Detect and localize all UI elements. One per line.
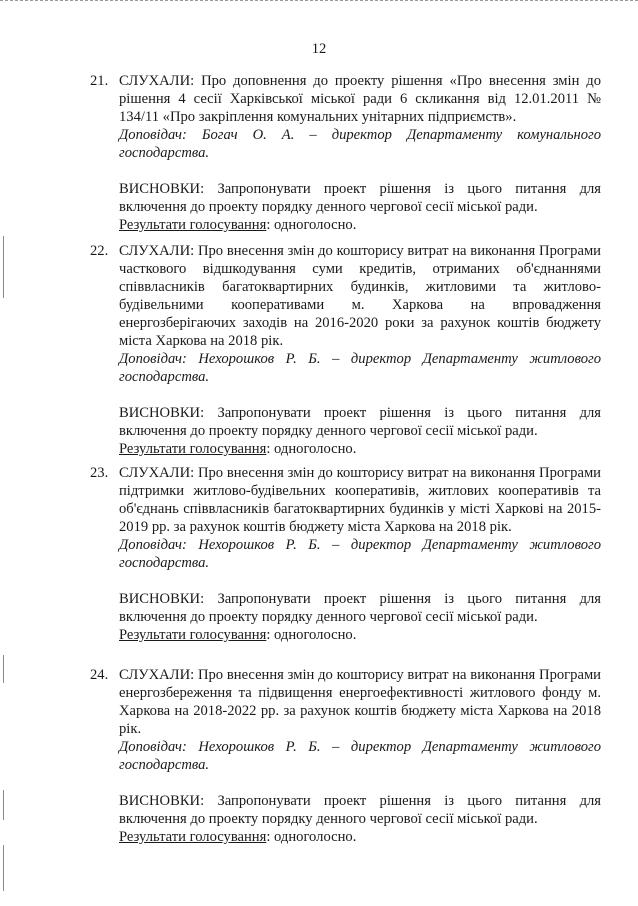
conclusion-paragraph	[119, 180, 601, 216]
heard-label: СЛУХАЛИ:	[119, 667, 195, 683]
scan-edge-left	[3, 790, 4, 820]
vote-result: : одноголосно.	[266, 627, 357, 643]
item-number: 24.	[90, 667, 109, 683]
conclusion-paragraph	[119, 404, 601, 440]
heard-paragraph	[119, 666, 601, 738]
conclusion-label: ВИСНОВКИ:	[119, 181, 205, 197]
speaker: Доповідач: Богач О. А. – директор Департаменту комунального господарства.	[119, 127, 601, 161]
conclusion-paragraph	[119, 590, 601, 626]
speaker: Доповідач: Нехорошков Р. Б. – директор Департаменту житлового господарства.	[119, 739, 601, 773]
conclusion-text: Запропонувати проект рішення із цього питання для включення до проекту порядку денного чергової сесії міської ради.	[119, 181, 601, 215]
vote-result: : одноголосно.	[266, 217, 357, 233]
item-number: 23.	[90, 465, 109, 481]
speaker: Доповідач: Нехорошков Р. Б. – директор Департаменту житлового господарства.	[119, 351, 601, 385]
heard-paragraph	[119, 464, 601, 536]
vote-label: Результати голосування	[119, 829, 267, 845]
vote-results	[119, 626, 601, 644]
heard-text: Про внесення змін до кошторису витрат на виконання Програми часткового відшкодування суми кредитів, отриманих об'єднаннями співвласників багатоквартирних будинків, житловими та житлово-будівельними кооперативами м. Харкова на впровадження енергозберігаючих заходів на 2016-2020 роки за рахунок коштів бюджету міста Харкова на 2018 рік.	[119, 243, 601, 349]
item-number: 22.	[90, 243, 109, 259]
scan-edge-top	[0, 0, 638, 1]
vote-label: Результати голосування	[119, 441, 267, 457]
heard-text: Про доповнення до проекту рішення «Про внесення змін до рішення 4 сесії Харківської міської ради 6 скликання від 12.01.2011 № 134/11 «Про закріплення комунальних унітарних підприємств».	[119, 73, 601, 125]
agenda-item	[90, 666, 601, 846]
scan-edge-left	[3, 655, 4, 683]
agenda-item	[90, 464, 601, 644]
heard-label: СЛУХАЛИ:	[119, 73, 195, 89]
vote-results	[119, 216, 601, 234]
vote-label: Результати голосування	[119, 217, 267, 233]
vote-result: : одноголосно.	[266, 441, 357, 457]
conclusion-paragraph	[119, 792, 601, 828]
item-number: 21.	[90, 73, 109, 89]
heard-paragraph	[119, 242, 601, 350]
vote-label: Результати голосування	[119, 627, 267, 643]
agenda-item	[90, 72, 601, 234]
conclusion-label: ВИСНОВКИ:	[119, 793, 205, 809]
heard-text: Про внесення змін до кошторису витрат на виконання Програми підтримки житлово-будівельних кооперативів, житлових кооперативів та об'єднань співвласників багатоквартирних будинків у місті Харкові на 2015-2019 рр. за рахунок коштів бюджету міста Харкова на 2018 рік.	[119, 465, 601, 535]
conclusion-text: Запропонувати проект рішення із цього питання для включення до проекту порядку денного чергової сесії міської ради.	[119, 405, 601, 439]
heard-paragraph	[119, 72, 601, 126]
scan-edge-left	[3, 236, 4, 298]
vote-results	[119, 828, 601, 846]
conclusion-text: Запропонувати проект рішення із цього питання для включення до проекту порядку денного чергової сесії міської ради.	[119, 591, 601, 625]
page-number: 12	[311, 41, 327, 57]
speaker: Доповідач: Нехорошков Р. Б. – директор Департаменту житлового господарства.	[119, 537, 601, 571]
heard-text: Про внесення змін до кошторису витрат на виконання Програми енергозбереження та підвищення енергоефективності житлового фонду м. Харкова на 2018-2022 рр. за рахунок коштів бюджету міста Харкова на 2018 рік.	[119, 667, 601, 737]
conclusion-text: Запропонувати проект рішення із цього питання для включення до проекту порядку денного чергової сесії міської ради.	[119, 793, 601, 827]
vote-result: : одноголосно.	[266, 829, 357, 845]
conclusion-label: ВИСНОВКИ:	[119, 405, 205, 421]
vote-results	[119, 440, 601, 458]
scan-edge-left	[3, 845, 4, 891]
conclusion-label: ВИСНОВКИ:	[119, 591, 205, 607]
agenda-item	[90, 242, 601, 458]
heard-label: СЛУХАЛИ:	[119, 243, 195, 259]
heard-label: СЛУХАЛИ:	[119, 465, 195, 481]
